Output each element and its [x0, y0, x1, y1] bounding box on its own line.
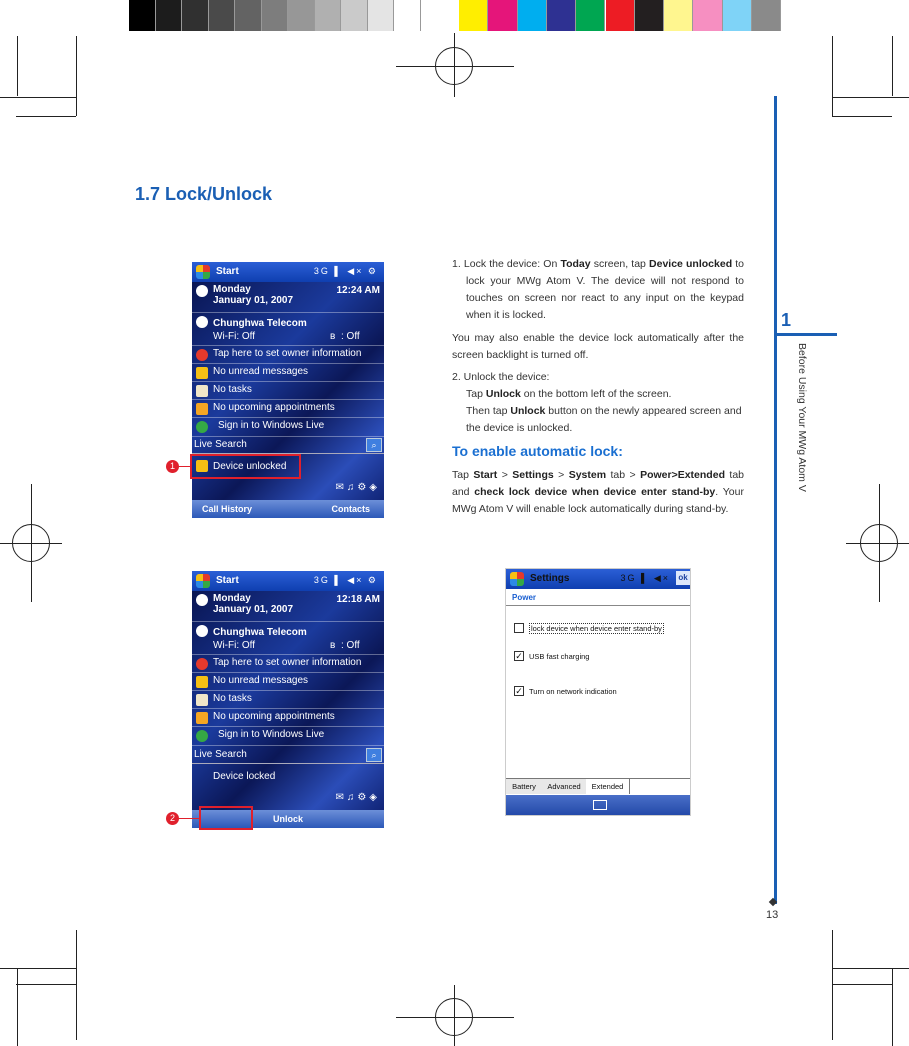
live-label: Sign in to Windows Live	[218, 729, 325, 740]
color-swatch	[459, 0, 488, 31]
tasks-row[interactable]	[192, 691, 384, 709]
appointments-label: No upcoming appointments	[213, 402, 335, 413]
gray-swatch	[315, 0, 342, 31]
carrier-row[interactable]	[192, 622, 384, 655]
step-1-text-c: to lock your MWg Atom V. The device will not respond to touches on screen nor react to any input on the keypad when it is locked.	[466, 258, 744, 321]
power-section-title: Power	[512, 593, 537, 602]
gray-swatch	[235, 0, 262, 31]
chapter-title: Before Using Your MWg Atom V	[796, 343, 808, 492]
settings-term: Settings	[512, 469, 554, 481]
ok-button[interactable]: ok	[676, 571, 690, 585]
color-swatch	[518, 0, 547, 31]
clock-icon	[196, 594, 208, 606]
envelope-icon	[196, 676, 208, 688]
keyboard-icon[interactable]	[593, 800, 607, 810]
usb-charging-checkbox[interactable]: ✓	[515, 651, 523, 661]
tab-battery[interactable]: Battery	[506, 779, 543, 794]
search-label: Live Search	[194, 439, 247, 450]
notification-tray: ✉♫⚙◈	[335, 482, 380, 493]
date-label: January 01, 2007	[213, 295, 294, 306]
unlock-term-1: Unlock	[485, 388, 521, 400]
color-swatch	[488, 0, 517, 31]
title-bar	[192, 571, 384, 591]
search-icon[interactable]: ⌕	[366, 438, 382, 452]
envelope-icon	[196, 367, 208, 379]
windows-flag-icon[interactable]	[510, 572, 524, 586]
color-swatch	[723, 0, 752, 31]
clock-icon	[196, 285, 208, 297]
messages-label: No unread messages	[213, 675, 309, 686]
contacts-softkey[interactable]: Contacts	[331, 504, 370, 514]
title-bar	[506, 569, 691, 589]
power-term: Power	[640, 469, 672, 481]
owner-row[interactable]	[192, 346, 384, 364]
calendar-icon	[196, 712, 208, 724]
live-row[interactable]	[192, 418, 384, 437]
check-lock-term: check lock device when device enter stand-by	[474, 486, 716, 498]
step-2b-text-b: button on the newly appeared screen and the device is unlocked.	[466, 405, 742, 434]
step-1-text-a: 1. Lock the device: On	[452, 258, 561, 270]
owner-row[interactable]	[192, 655, 384, 673]
color-swatch	[547, 0, 576, 31]
callout-2-line	[179, 818, 200, 819]
calendar-icon	[196, 403, 208, 415]
auto-text-b: tab >	[606, 469, 641, 481]
start-label[interactable]: Start	[216, 575, 239, 586]
windows-flag-icon[interactable]	[196, 574, 210, 588]
auto-lock-note: You may also enable the device lock automatically after the screen backlight is turned off.	[452, 332, 744, 361]
auto-text-c: tab and	[452, 469, 745, 498]
chapter-rule	[774, 96, 777, 904]
bluetooth-label: : Off	[341, 640, 360, 651]
step-2a-text-a: Tap	[466, 388, 486, 400]
chapter-title-vertical	[796, 343, 810, 513]
section-divider	[506, 605, 691, 606]
highlight-unlock	[199, 806, 253, 830]
carrier-label: Chunghwa Telecom	[213, 627, 307, 638]
gray-swatch	[394, 0, 421, 31]
time-label: 12:18 AM	[336, 594, 380, 605]
gray-swatch	[182, 0, 209, 31]
extended-term: Extended	[677, 469, 725, 481]
title-bar	[192, 262, 384, 282]
lock-status-label[interactable]: Device unlocked	[213, 461, 287, 472]
day-label: Monday	[213, 593, 251, 604]
tasks-label: No tasks	[213, 384, 252, 395]
gray-swatch	[129, 0, 156, 31]
owner-label: Tap here to set owner information	[213, 348, 362, 359]
chapter-number: 1	[781, 310, 792, 330]
settings-tabs	[506, 778, 691, 795]
status-icons: 3G ▌ ◀× ⚙	[313, 266, 378, 276]
appointments-row[interactable]	[192, 400, 384, 418]
owner-label: Tap here to set owner information	[213, 657, 362, 668]
network-indication-checkbox[interactable]: ✓	[515, 686, 523, 696]
bluetooth-icon: ʙ	[330, 640, 336, 651]
wifi-label: Wi-Fi: Off	[213, 331, 256, 342]
messages-label: No unread messages	[213, 366, 309, 377]
today-screen-unlocked	[192, 262, 384, 518]
lock-row[interactable]	[192, 766, 384, 788]
gray-swatch	[288, 0, 315, 31]
step-2-paragraph	[452, 369, 744, 437]
step-1-text-b: screen, tap	[590, 258, 650, 270]
tab-extended[interactable]: Extended	[586, 779, 630, 794]
date-label: January 01, 2007	[213, 604, 294, 615]
auto-lock-instructions	[452, 467, 744, 518]
date-row[interactable]	[192, 591, 384, 622]
color-swatch	[693, 0, 722, 31]
color-swatch	[752, 0, 781, 31]
bluetooth-icon: ʙ	[330, 331, 336, 342]
color-swatch	[635, 0, 664, 31]
color-swatch	[576, 0, 605, 31]
unlock-softkey[interactable]: Unlock	[272, 814, 303, 824]
messages-row[interactable]	[192, 364, 384, 382]
call-history-softkey[interactable]: Call History	[202, 504, 253, 514]
gray-swatch	[209, 0, 236, 31]
page-number: 13	[766, 909, 779, 921]
messages-row[interactable]	[192, 673, 384, 691]
callout-1-line	[179, 466, 191, 467]
callout-2: 2	[166, 812, 179, 825]
windows-live-icon	[196, 730, 208, 742]
gray-swatch	[368, 0, 395, 31]
tasks-row[interactable]	[192, 382, 384, 400]
bluetooth-label: : Off	[341, 331, 360, 342]
step-2b-text-a: Then tap	[466, 405, 511, 417]
gray-swatch	[262, 0, 289, 31]
step-2-title: 2. Unlock the device:	[452, 371, 550, 383]
appointments-label: No upcoming appointments	[213, 711, 335, 722]
search-label: Live Search	[194, 749, 247, 760]
lock-standby-checkbox[interactable]	[514, 623, 524, 633]
auto-text-d: . Your MWg Atom V will enable lock automatically during stand-by.	[452, 486, 744, 515]
chapter-marker	[774, 333, 837, 336]
settings-title: Settings	[530, 573, 570, 584]
soft-key-bar	[192, 500, 384, 518]
lock-status-label: Device locked	[213, 771, 276, 782]
antenna-icon	[196, 316, 208, 328]
antenna-icon	[196, 625, 208, 637]
time-label: 12:24 AM	[336, 285, 380, 296]
carrier-label: Chunghwa Telecom	[213, 318, 307, 329]
usb-charging-label[interactable]: USB fast charging	[529, 652, 590, 661]
appointments-row[interactable]	[192, 709, 384, 727]
tasks-icon	[196, 385, 208, 397]
unlock-term-2: Unlock	[510, 405, 546, 417]
settings-power-screen	[505, 568, 691, 816]
separator-1: >	[497, 469, 513, 481]
status-icons: 3G ▌ ◀×	[620, 573, 670, 583]
windows-flag-icon[interactable]	[196, 265, 210, 279]
device-unlocked-term: Device unlocked	[649, 258, 733, 270]
tasks-label: No tasks	[213, 693, 252, 704]
color-swatch	[606, 0, 635, 31]
start-term: Start	[473, 469, 498, 481]
wifi-label: Wi-Fi: Off	[213, 640, 256, 651]
owner-icon	[196, 349, 208, 361]
live-search-box[interactable]	[192, 747, 384, 764]
network-indication-label[interactable]: Turn on network indication	[529, 687, 617, 696]
step-2a-text-b: on the bottom left of the screen.	[520, 388, 672, 400]
callout-1: 1	[166, 460, 179, 473]
step-1-paragraph	[452, 256, 744, 324]
day-label: Monday	[213, 284, 251, 295]
highlight-device-unlocked	[190, 454, 301, 479]
today-screen-locked	[192, 571, 384, 828]
date-row[interactable]	[192, 282, 384, 313]
auto-lock-heading: To enable automatic lock:	[452, 443, 623, 459]
live-row[interactable]	[192, 727, 384, 746]
auto-text-a: Tap	[452, 469, 474, 481]
separator-3: >	[671, 469, 678, 481]
lock-standby-label[interactable]: lock device when device enter stand-by	[531, 624, 662, 633]
live-label: Sign in to Windows Live	[218, 420, 325, 431]
color-swatch	[664, 0, 693, 31]
carrier-row[interactable]	[192, 313, 384, 346]
section-title: 1.7 Lock/Unlock	[135, 184, 273, 204]
input-panel-bar	[506, 795, 691, 816]
system-term: System	[568, 469, 607, 481]
status-icons: 3G ▌ ◀× ⚙	[313, 575, 378, 585]
windows-live-icon	[196, 421, 208, 433]
separator-2: >	[553, 469, 569, 481]
tasks-icon	[196, 694, 208, 706]
start-label[interactable]: Start	[216, 266, 239, 277]
tab-advanced[interactable]: Advanced	[542, 779, 587, 794]
owner-icon	[196, 658, 208, 670]
notification-tray: ✉♫⚙◈	[335, 792, 380, 803]
today-term: Today	[560, 258, 591, 270]
live-search-box[interactable]	[192, 437, 384, 454]
gray-swatch	[156, 0, 183, 31]
gray-swatch	[341, 0, 368, 31]
search-icon[interactable]: ⌕	[366, 748, 382, 762]
